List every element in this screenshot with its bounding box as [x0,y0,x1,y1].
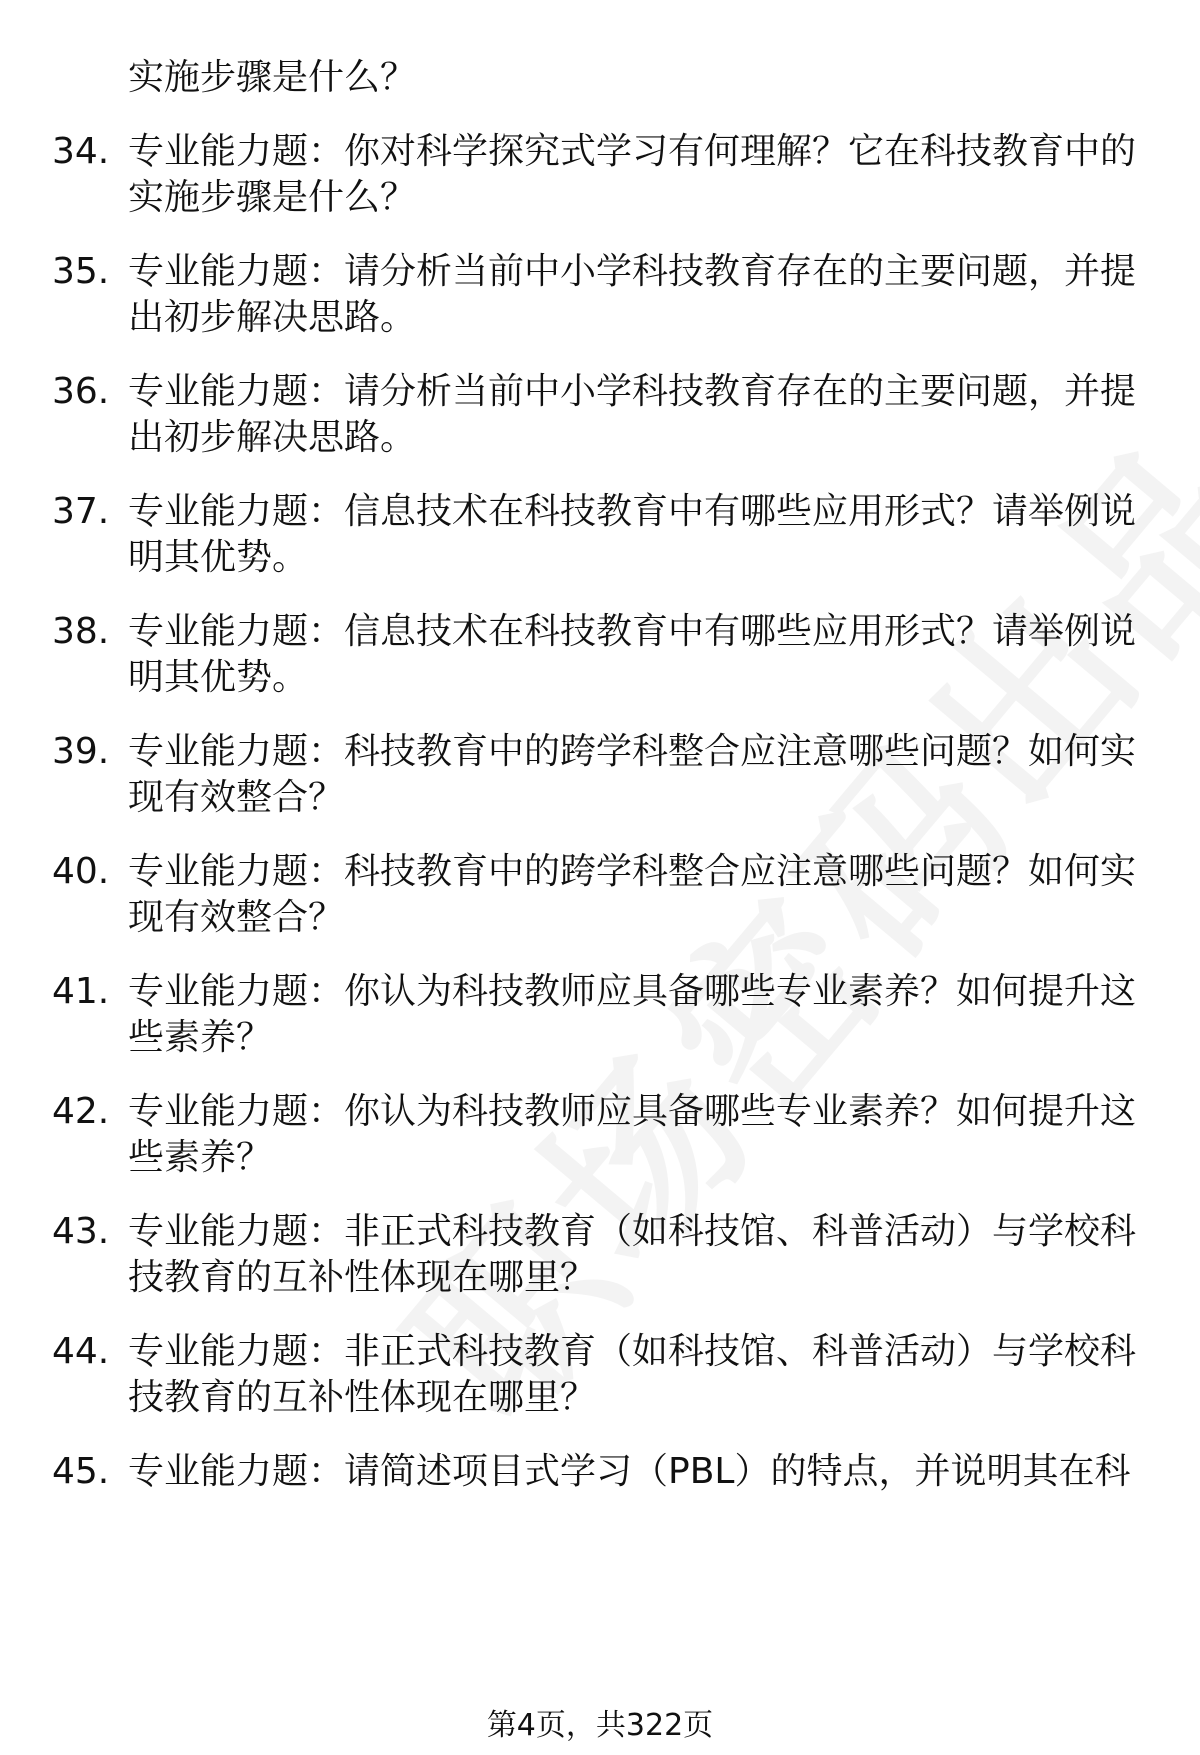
item-text-line2: 出初步解决思路。 [128,417,417,458]
item-number: 44. [52,1331,110,1372]
item-text-line2: 技教育的互补性体现在哪里？ [128,1257,597,1298]
item-text-line2: 明其优势。 [128,537,309,578]
item-text-line1: 专业能力题：信息技术在科技教育中有哪些应用形式？请举例说 [128,491,1137,532]
item-number: 38. [52,611,110,652]
item-number: 40. [52,851,110,892]
item-text-line2: 出初步解决思路。 [128,297,417,338]
item-text-line2: 现有效整合？ [128,777,345,818]
item-number: 35. [52,251,110,292]
item-text-line2: 实施步骤是什么？ [128,177,417,218]
item-number: 45. [52,1451,110,1492]
item-number: 42. [52,1091,110,1132]
item-text-line2: 技教育的互补性体现在哪里？ [128,1377,597,1418]
item-text-line1: 专业能力题：请分析当前中小学科技教育存在的主要问题，并提 [128,371,1137,412]
page-footer: 第4页，共322页 [486,1708,714,1743]
item-number: 36. [52,371,110,412]
item-text-line1: 专业能力题：你认为科技教师应具备哪些专业素养？如何提升这 [128,1091,1137,1132]
item-text-line1: 专业能力题：科技教育中的跨学科整合应注意哪些问题？如何实 [128,731,1137,772]
item-number: 43. [52,1211,110,1252]
item-text-line1: 专业能力题：请简述项目式学习（PBL）的特点，并说明其在科 [128,1451,1131,1492]
continuation-line: 实施步骤是什么？ [128,57,417,98]
item-text-line2: 些素养？ [128,1137,273,1178]
item-text-line1: 专业能力题：非正式科技教育（如科技馆、科普活动）与学校科 [128,1211,1137,1252]
item-text-line1: 专业能力题：请分析当前中小学科技教育存在的主要问题，并提 [128,251,1137,292]
item-text-line1: 专业能力题：你认为科技教师应具备哪些专业素养？如何提升这 [128,971,1137,1012]
item-number: 34. [52,131,110,172]
item-number: 41. [52,971,110,1012]
item-text-line2: 些素养？ [128,1017,273,1058]
item-number: 39. [52,731,110,772]
item-text-line1: 专业能力题：科技教育中的跨学科整合应注意哪些问题？如何实 [128,851,1137,892]
item-text-line1: 专业能力题：信息技术在科技教育中有哪些应用形式？请举例说 [128,611,1137,652]
item-text-line1: 专业能力题：非正式科技教育（如科技馆、科普活动）与学校科 [128,1331,1137,1372]
item-text-line2: 明其优势。 [128,657,309,698]
item-text-line1: 专业能力题：你对科学探究式学习有何理解？它在科技教育中的 [128,131,1137,172]
item-number: 37. [52,491,110,532]
item-text-line2: 现有效整合？ [128,897,345,938]
